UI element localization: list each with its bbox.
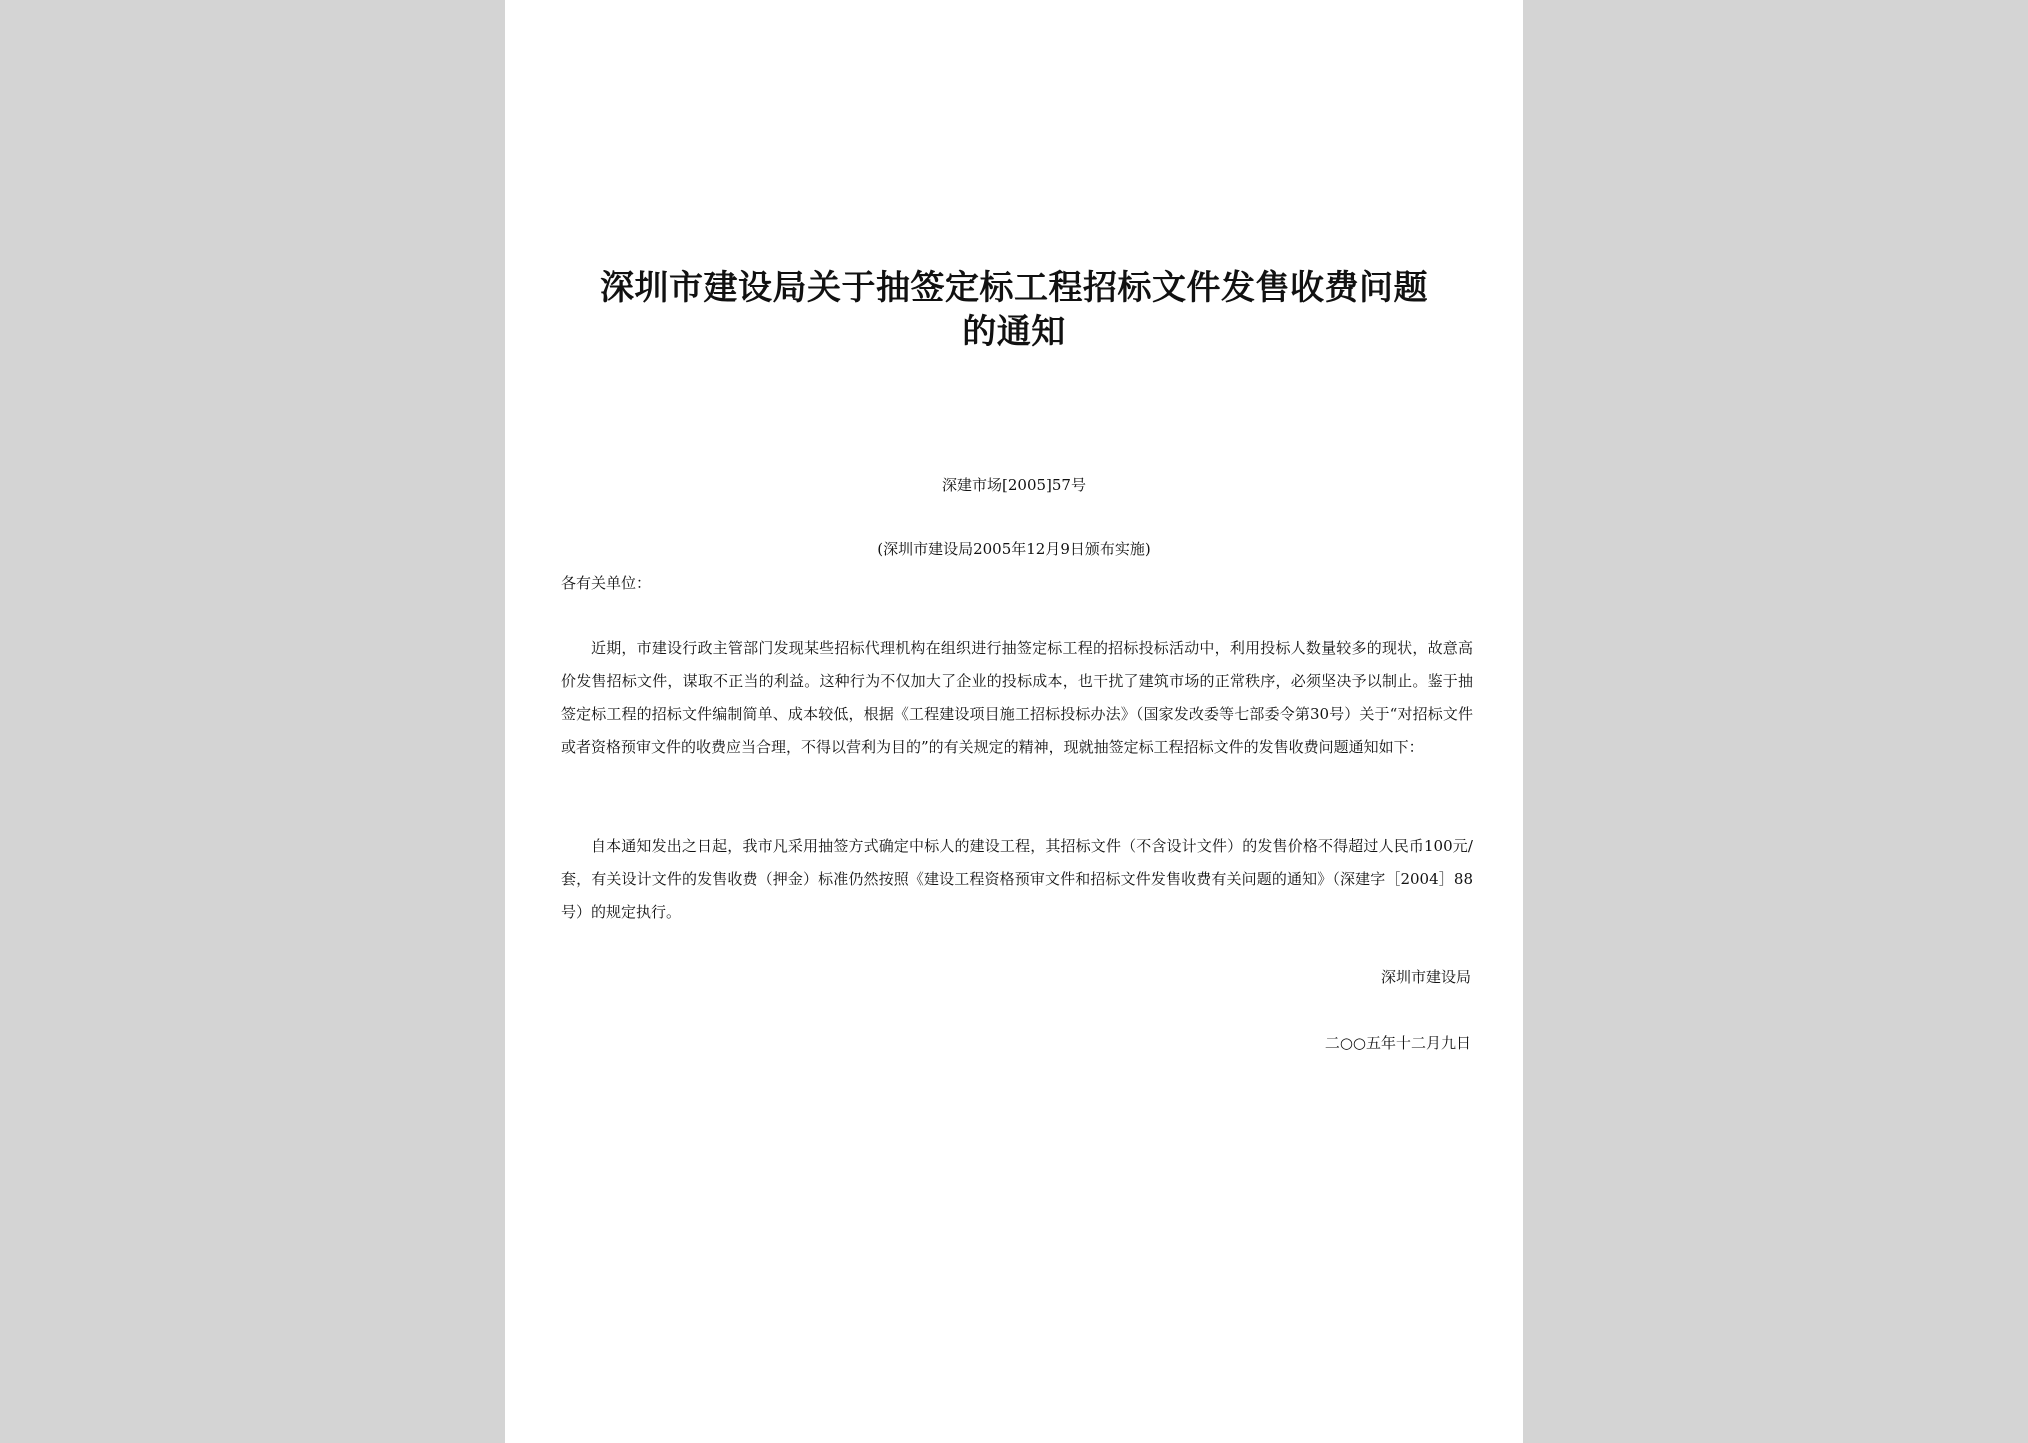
- document-title-line-1: 深圳市建设局关于抽签定标工程招标文件发售收费问题: [600, 268, 1428, 308]
- issued-note: (深圳市建设局2005年12月9日颁布实施): [877, 540, 1151, 558]
- document-number: 深建市场[2005]57号: [942, 476, 1086, 494]
- signature-organization: 深圳市建设局: [1380, 968, 1471, 986]
- salutation: 各有关单位：: [561, 574, 652, 592]
- document-page: [505, 0, 1523, 1443]
- signature-date: 二○○五年十二月九日: [1324, 1034, 1471, 1052]
- body-paragraph: 近期，市建设行政主管部门发现某些招标代理机构在组织进行抽签定标工程的招标投标活动中，利用投标人数量较多的现状，故意高价发售招标文件，谋取不正当的利益。这种行为不仅加大了企业的投标成本，也干扰了建筑市场的正常秩序，必须坚决予以制止。鉴于抽签定标工程的招标文件编制简单、成本较低，根据《工程建设项目施工招标投标办法》（国家发改委等七部委令第30号）关于“对招标文件或者资格预审文件的收费应当合理，不得以营利为目的”的有关规定的精神，现就抽签定标工程招标文件的发售收费问题通知如下：: [561, 639, 1473, 756]
- body-paragraph: 自本通知发出之日起，我市凡采用抽签方式确定中标人的建设工程，其招标文件（不含设计文件）的发售价格不得超过人民币100元/套，有关设计文件的发售收费（押金）标准仍然按照《建设工程资格预审文件和招标文件发售收费有关问题的通知》（深建字［2004］88号）的规定执行。: [561, 837, 1473, 921]
- document-title-line-2: 的通知: [962, 312, 1066, 352]
